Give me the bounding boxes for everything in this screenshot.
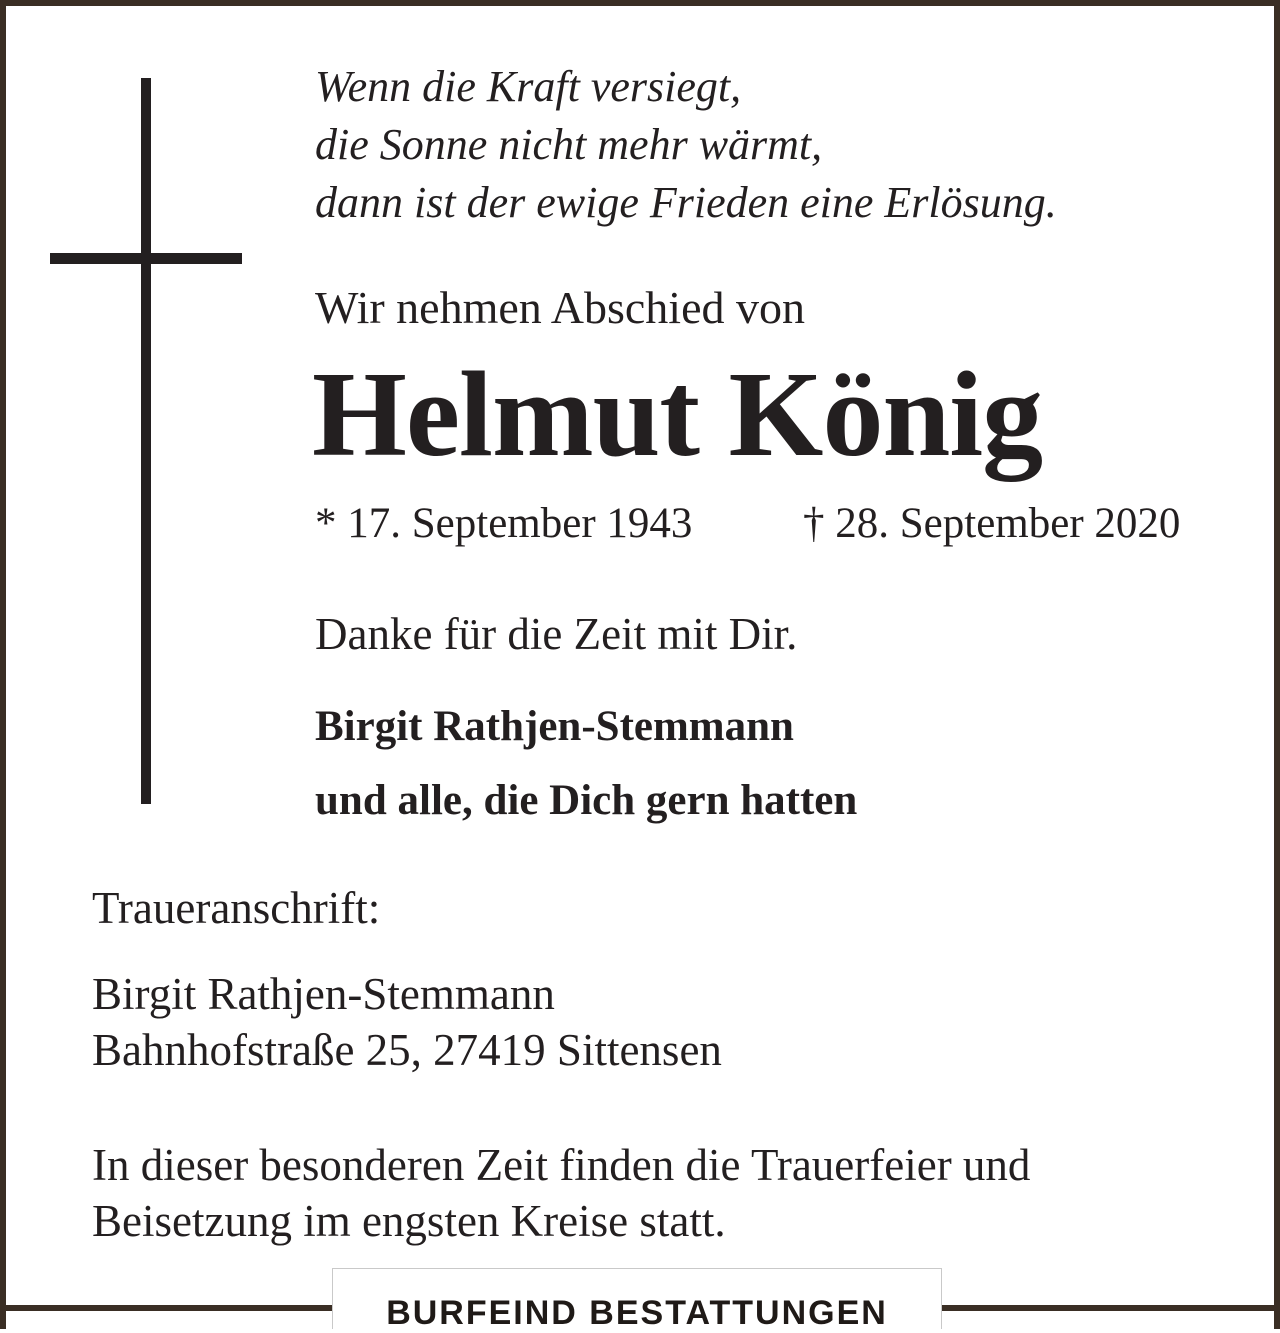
- thanks-text: Danke für die Zeit mit Dir.: [315, 609, 798, 659]
- mourning-address: [92, 966, 722, 1078]
- address-label: Traueranschrift:: [92, 883, 381, 933]
- life-dates: [315, 496, 1215, 552]
- cross-vertical-bar: [141, 78, 151, 804]
- address-line: Birgit Rathjen-Stemmann: [92, 969, 555, 1019]
- signers: [315, 690, 857, 838]
- birth-date: * 17. September 1943: [315, 500, 693, 547]
- undertaker-logo: [332, 1268, 942, 1332]
- cross-horizontal-bar: [50, 253, 242, 264]
- signer-line: Birgit Rathjen-Stemmann: [315, 703, 794, 750]
- intro-text: Wir nehmen Abschied von: [315, 282, 805, 333]
- bottom-border-right: [942, 1305, 1280, 1311]
- deceased-name: Helmut König: [312, 347, 1043, 482]
- address-line: Bahnhofstraße 25, 27419 Sittensen: [92, 1025, 722, 1075]
- death-date: † 28. September 2020: [803, 500, 1181, 547]
- verse-line: Wenn die Kraft versiegt,: [315, 62, 742, 111]
- signer-line: und alle, die Dich gern hatten: [315, 777, 858, 824]
- funeral-notice: [92, 1137, 1030, 1249]
- verse-line: die Sonne nicht mehr wärmt,: [315, 120, 823, 169]
- verse-line: dann ist der ewige Frieden eine Erlösung.: [315, 178, 1057, 227]
- notice-line: Beisetzung im engsten Kreise statt.: [92, 1196, 726, 1246]
- undertaker-name: BURFEIND BESTATTUNGEN: [386, 1294, 888, 1332]
- notice-line: In dieser besonderen Zeit finden die Trauerfeier und: [92, 1140, 1031, 1190]
- verse: [315, 58, 1057, 232]
- bottom-border-left: [0, 1305, 332, 1311]
